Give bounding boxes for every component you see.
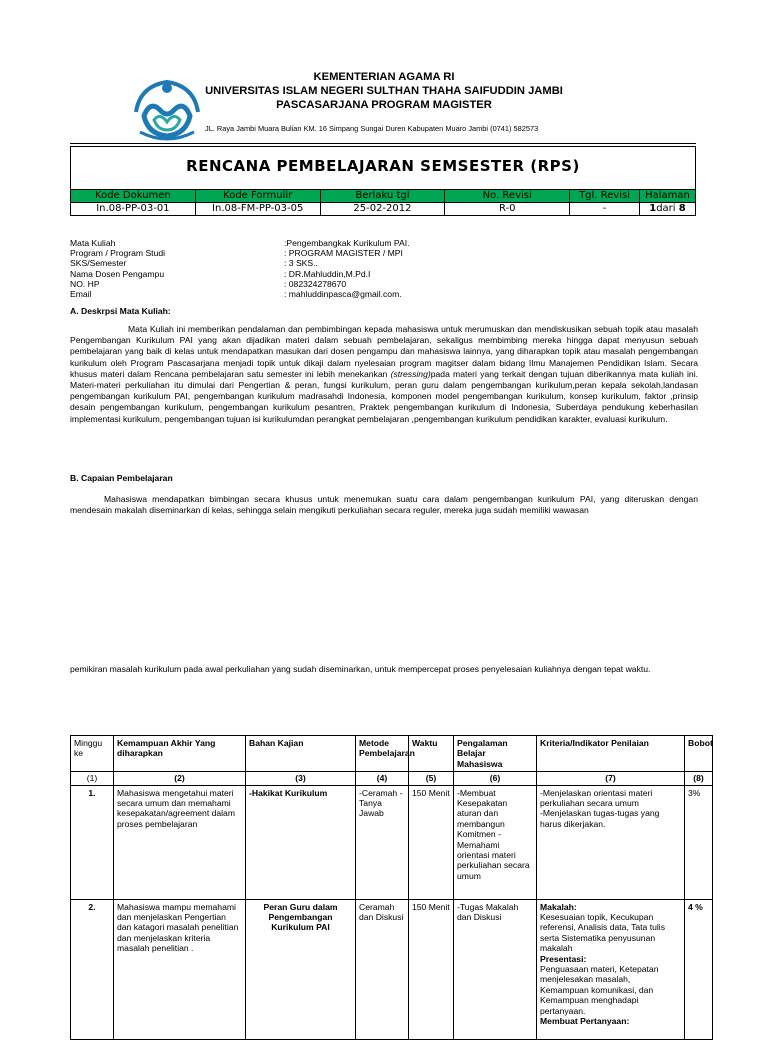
page-sep: dari: [656, 203, 676, 214]
column-number: (1): [71, 772, 114, 785]
criteria-item: -Menjelaskan orientasi materi perkuliahan secara umum: [540, 787, 653, 809]
criteria-heading: Makalah:: [540, 901, 577, 912]
meta-value-cell: 25-02-2012: [320, 203, 445, 216]
meta-header-cell: Tgl. Revisi: [570, 190, 640, 203]
info-label: Mata Kuliah: [70, 238, 116, 248]
criteria-heading: Presentasi:: [540, 953, 587, 964]
row-ability: Mahasiswa mampu memahami dan menjelaskan Pengertian dan katagori masalah penelitian dan menjelaskan kriteria masalah penelitian .: [114, 899, 246, 1039]
row-week: 2.: [71, 899, 114, 1039]
header-time: Waktu: [409, 736, 454, 772]
info-row: [70, 258, 409, 268]
info-value: : PROGRAM MAGISTER / MPI: [284, 248, 403, 259]
info-row: [70, 269, 409, 279]
header-ability: Kemampuan Akhir Yang diharapkan: [114, 736, 246, 772]
info-label: Nama Dosen Pengampu: [70, 268, 165, 279]
info-value: : 082324278670: [284, 278, 347, 289]
page-current: 1: [649, 203, 657, 214]
header-topic: Bahan Kajian: [246, 736, 356, 772]
row-method: Ceramah dan Diskusi: [356, 899, 409, 1039]
meta-header-cell: Halaman: [639, 190, 695, 203]
program-name: PASCASARJANA PROGRAM MAGISTER: [276, 99, 492, 111]
criteria-item: Kesesuaian topik, Kecukupan referensi, Analisis data, Tata tulis serta Sistematika penyusunan makalah: [540, 912, 665, 954]
section-a-stress: (stressing): [390, 368, 431, 379]
university-name: UNIVERSITAS ISLAM NEGERI SULTHAN THAHA SAIFUDDIN JAMBI: [205, 85, 563, 97]
info-label: SKS/Semester: [70, 258, 127, 269]
info-row: [70, 248, 409, 258]
criteria-item: Penguasaan materi, Ketepatan menjelesakan masalah, Kemampuan komunikasi, dan Kemampuan menghadapi pertanyaan.: [540, 964, 659, 1016]
row-time: 150 Menit: [409, 899, 454, 1039]
info-value: : DR.Mahluddin,M.Pd.I: [284, 268, 371, 279]
row-weight: 3%: [685, 785, 713, 899]
criteria-item: -Menjelaskan tugas-tugas yang harus dikerjakan.: [540, 808, 660, 829]
header-experience: Pengalaman Belajar Mahasiswa: [454, 736, 537, 772]
column-number-row: [71, 772, 713, 785]
document-meta-table: [70, 189, 696, 216]
column-number: (6): [454, 772, 537, 785]
row-experience: -Membuat Kesepakatan aturan dan membangun Komitmen -Memahami orientasi materi perkuliahan secara umum: [454, 785, 537, 899]
meta-header-row: [71, 190, 696, 203]
info-value: : mahluddinpasca@gmail.com.: [284, 289, 402, 300]
row-criteria: [537, 785, 685, 899]
table-row: [71, 899, 713, 1039]
document-title: RENCANA PEMBELAJARAN SEMSESTER (RPS): [186, 157, 580, 175]
column-number: (4): [356, 772, 409, 785]
meta-header-cell: No. Revisi: [445, 190, 570, 203]
table-header-row: [71, 736, 713, 772]
header-method: Metode Pembelajaran: [356, 736, 409, 772]
meta-header-cell: Kode Formulir: [195, 190, 320, 203]
row-time: 150 Menit: [409, 785, 454, 899]
header-divider: [70, 143, 696, 144]
learning-plan-table: [70, 735, 713, 1040]
header-week: Minggu ke: [71, 736, 114, 772]
column-number: (3): [246, 772, 356, 785]
row-week: 1.: [71, 785, 114, 899]
meta-header-cell: Kode Dokumen: [71, 190, 196, 203]
meta-header-cell: Berlaku tgl: [320, 190, 445, 203]
section-a-title: A. Deskrpsi Mata Kuliah:: [70, 306, 171, 316]
section-a-text-2: pada materi yang terkait dengan tujuan diberikannya mata kuliah ini. Materi-materi perkuliahan itu dimulai dari Pengertian & peran, fungsi kurikulum, peran guru dalam pengembangan kurikulum,peran kepala sekolah,landasan pengembangan kurikulum PAI, pengembangan kurikulum madrasahdi Indonesia, komponen model pengembangan kurikulum, konsep kurikulum, faktor ,prinsip desain pengembangan kurikulum, pengembangan kurikulum pesantren, Praktek pengembangan kurikulum di Indonesia, Suberdaya pendukung keberhasilan implementasi kurikulum, pengembangan tujuan isi kurikulumdan perangkat pembelajaran ,pengembangan kurikulum pendidikan karakter, evaluasi kurikulum.: [70, 368, 698, 424]
column-number: (2): [114, 772, 246, 785]
section-b-title: B. Capaian Pembelajaran: [70, 473, 173, 483]
info-row: [70, 238, 409, 248]
column-number: (5): [409, 772, 454, 785]
row-topic: -Hakikat Kurikulum: [246, 785, 356, 899]
section-a-paragraph: [70, 324, 698, 425]
ministry-name: KEMENTERIAN AGAMA RI: [313, 71, 455, 83]
row-ability: Mahasiswa mengetahui materi secara umum dan memahami kesepakatan/agreement dalam proses pembelajaran: [114, 785, 246, 899]
info-label: NO. HP: [70, 278, 100, 289]
university-logo-icon: [130, 76, 204, 146]
meta-value-cell: R-0: [445, 203, 570, 216]
meta-value-cell: In.08-PP-03-01: [71, 203, 196, 216]
row-criteria: [537, 899, 685, 1039]
column-number: (8): [685, 772, 713, 785]
info-value: : 3 SKS..: [284, 258, 318, 269]
table-row: [71, 785, 713, 899]
criteria-heading: Membuat Pertanyaan:: [540, 1016, 630, 1027]
info-label: Program / Program Studi: [70, 248, 166, 259]
info-row: [70, 279, 409, 289]
header-criteria: Kriteria/Indikator Penilaian: [537, 736, 685, 772]
meta-value-row: [71, 203, 696, 216]
section-b-paragraph-2: pemikiran masalah kurikulum pada awal perkuliahan yang sudah diseminarkan, untuk mempercepat proses penyelesaian kuliahnya dengan tepat waktu.: [70, 664, 651, 674]
section-a-text-1: Mata Kuliah ini memberikan pendalaman dan pembimbingan kepada mahasiswa untuk merumuskan dan mendiskusikan sebuah topik atau masalah Pengembangan Kurikulum PAI yang akan dijadikan materi dalam sebuah pembelajaran, sekaligus membimbing mereka hingga dapat menyusun sebuah pembelajaran yang baik di kelas untuk mendapatkan masukan dari dosen pengampu dan mahasiswa lainnya, yang diharapkan topik atau masalah pengembangan kurikulum oleh Program Pascasarjana menjadi topik untuk dikaji dalam nyelesaian program magitser dalam bidang Ilmu Manajemen Pendidikan Islam. Secara khusus materi dalam Rencana pembelajaran satu semester ini lebih menekankan: [70, 324, 698, 379]
info-row: [70, 289, 409, 299]
meta-value-cell: In.08-FM-PP-03-05: [195, 203, 320, 216]
university-address: JL. Raya Jambi Muara Bulian KM. 16 Simpang Sungai Duren Kabupaten Muaro Jambi (0741) 582573: [205, 124, 539, 133]
row-topic: Peran Guru dalam Pengembangan Kurikulum PAI: [246, 899, 356, 1039]
row-experience: -Tugas Makalah dan Diskusi: [454, 899, 537, 1039]
row-weight: 4 %: [685, 899, 713, 1039]
page-count-cell: [639, 203, 695, 216]
course-info: [70, 238, 409, 299]
info-value: :Pengembangkak Kurikulum PAI.: [284, 238, 410, 248]
header-weight: Bobot: [685, 736, 713, 772]
row-method: -Ceramah -Tanya Jawab: [356, 785, 409, 899]
info-label: Email: [70, 289, 92, 300]
page-total: 8: [678, 203, 686, 214]
meta-value-cell: -: [570, 203, 640, 216]
section-b-paragraph-1: Mahasiswa mendapatkan bimbingan secara khusus untuk menemukan suatu cara dalam pengembangan kurikulum PAI, yang diteruskan dengan mendesain makalah diseminarkan di kelas, sehingga selain mengikuti perkuliahan secara reguler, mereka juga sudah memiliki wawasan: [70, 494, 698, 516]
column-number: (7): [537, 772, 685, 785]
